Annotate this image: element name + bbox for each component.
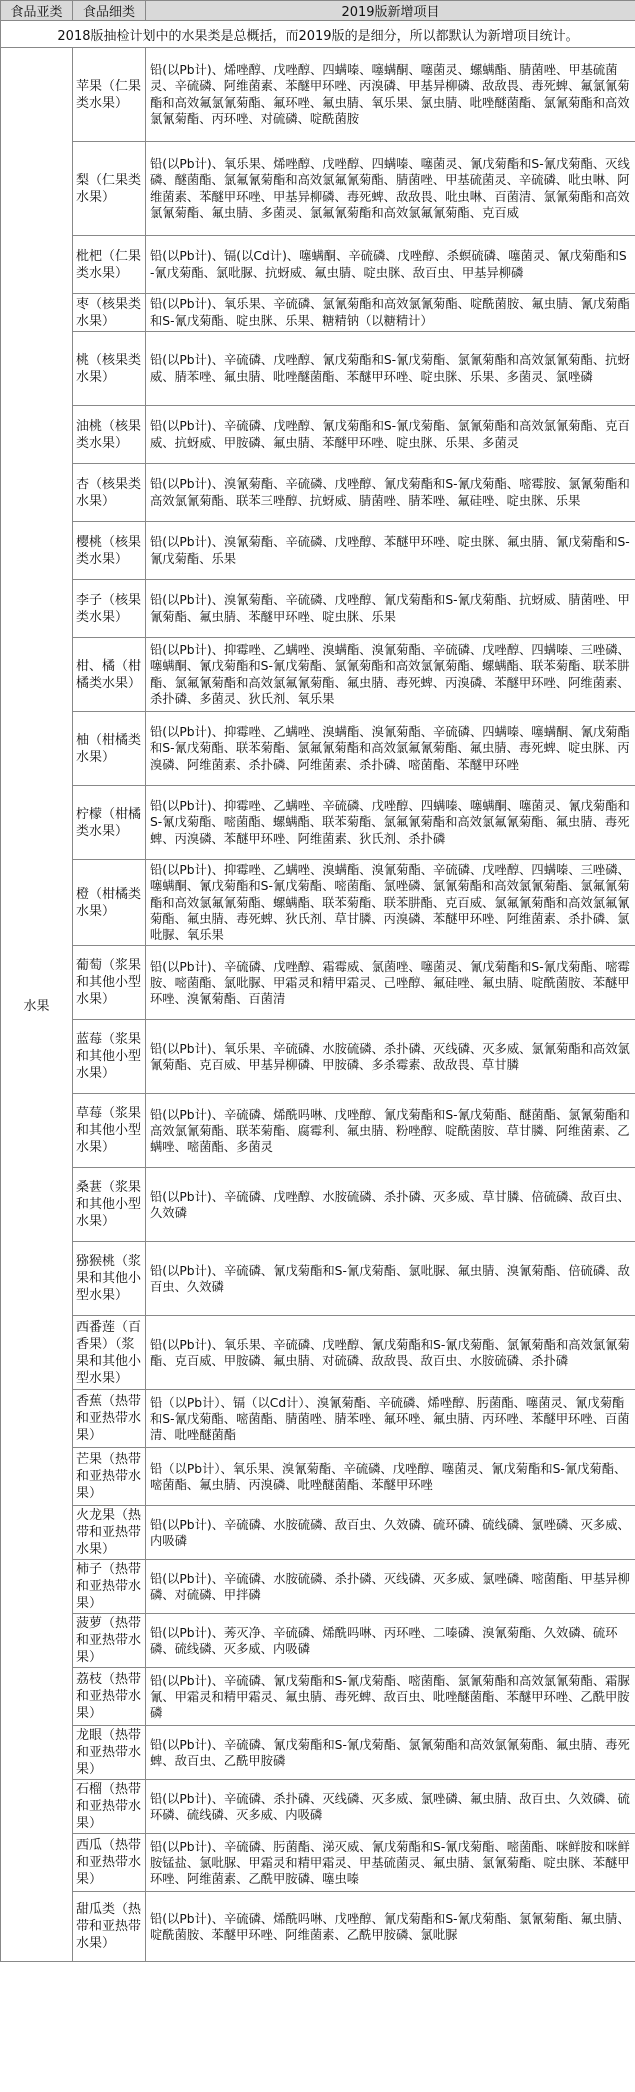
items-cell: 铅(以Pb计)、莠灭净、辛硫磷、烯酰吗啉、丙环唑、二嗪磷、溴氰菊酯、久效磷、硫环磷、硫线磷、灭多威、内吸磷 bbox=[146, 1614, 635, 1668]
subcategory-cell: 香蕉（热带和亚热带水果） bbox=[73, 1390, 146, 1448]
subcategory-cell: 草莓（浆果和其他小型水果） bbox=[73, 1094, 146, 1168]
table-note: 2018版抽检计划中的水果类是总概括，而2019版的是细分，所以都默认为新增项目统计。 bbox=[1, 21, 635, 48]
subcategory-cell: 荔枝（热带和亚热带水果） bbox=[73, 1668, 146, 1726]
subcategory-cell: 西番莲（百香果）（浆果和其他小型水果） bbox=[73, 1316, 146, 1390]
items-cell: 铅(以Pb计)、辛硫磷、氰戊菊酯和S-氰戊菊酯、嘧菌酯、氯氰菊酯和高效氯氰菊酯、霜脲氰、甲霜灵和精甲霜灵、氟虫腈、毒死蜱、敌百虫、吡唑醚菌酯、苯醚甲环唑、乙酰甲胺磷 bbox=[146, 1668, 635, 1726]
items-cell: 铅(以Pb计)、辛硫磷、戊唑醇、氰戊菊酯和S-氰戊菊酯、氯氰菊酯和高效氯氰菊酯、克百威、抗蚜威、甲胺磷、氟虫腈、苯醚甲环唑、啶虫脒、乐果、多菌灵 bbox=[146, 406, 635, 464]
items-cell: 铅(以Pb计)、辛硫磷、氰戊菊酯和S-氰戊菊酯、氯吡脲、氟虫腈、溴氰菊酯、倍硫磷、敌百虫、久效磷 bbox=[146, 1242, 635, 1316]
subcategory-cell: 龙眼（热带和亚热带水果） bbox=[73, 1726, 146, 1780]
table-row bbox=[1, 1448, 635, 1506]
table-row bbox=[1, 1020, 635, 1094]
table-row bbox=[1, 332, 635, 406]
table-row bbox=[1, 464, 635, 522]
category-cell: 水果 bbox=[1, 48, 73, 1962]
subcategory-cell: 火龙果（热带和亚热带水果） bbox=[73, 1506, 146, 1560]
header-new-items: 2019版新增项目 bbox=[146, 1, 635, 21]
table-row bbox=[1, 786, 635, 860]
items-cell: 铅(以Pb计)、溴氰菊酯、辛硫磷、戊唑醇、氰戊菊酯和S-氰戊菊酯、抗蚜威、腈菌唑、甲氰菊酯、氟虫腈、苯醚甲环唑、啶虫脒、乐果 bbox=[146, 580, 635, 638]
subcategory-cell: 油桃（核果类水果） bbox=[73, 406, 146, 464]
table-row bbox=[1, 236, 635, 294]
items-cell: 铅(以Pb计)、抑霉唑、乙螨唑、辛硫磷、戊唑醇、四螨嗪、噻螨酮、噻菌灵、氰戊菊酯和S-氰戊菊酯、嘧菌酯、螺螨酯、联苯菊酯、氯氟氰菊酯和高效氯氟氰菊酯、氟虫腈、毒死蜱、丙溴磷、苯醚甲环唑、阿维菌素、狄氏剂、杀扑磷 bbox=[146, 786, 635, 860]
items-cell: 铅(以Pb计)、辛硫磷、杀扑磷、灭线磷、灭多威、氯唑磷、氟虫腈、敌百虫、久效磷、硫环磷、硫线磷、灭多威、内吸磷 bbox=[146, 1780, 635, 1834]
items-cell: 铅(以Pb计)、辛硫磷、肟菌酯、涕灭威、氰戊菊酯和S-氰戊菊酯、嘧菌酯、咪鲜胺和咪鲜胺锰盐、氯吡脲、甲霜灵和精甲霜灵、甲基硫菌灵、氟虫腈、氯氰菊酯、啶虫脒、苯醚甲环唑、阿维菌素、乙酰甲胺磷、噻虫嗪 bbox=[146, 1834, 635, 1892]
items-cell: 铅（以Pb计）、氧乐果、溴氰菊酯、辛硫磷、戊唑醇、噻菌灵、氰戊菊酯和S-氰戊菊酯、嘧菌酯、氟虫腈、丙溴磷、吡唑醚菌酯、苯醚甲环唑 bbox=[146, 1448, 635, 1506]
subcategory-cell: 苹果（仁果类水果） bbox=[73, 48, 146, 142]
table-row bbox=[1, 1316, 635, 1390]
header-row bbox=[1, 1, 635, 21]
table-row bbox=[1, 1668, 635, 1726]
subcategory-cell: 杏（核果类水果） bbox=[73, 464, 146, 522]
header-subcategory: 食品亚类 bbox=[1, 1, 73, 21]
items-cell: 铅(以Pb计)、辛硫磷、戊唑醇、水胺硫磷、杀扑磷、灭多威、草甘膦、倍硫磷、敌百虫、久效磷 bbox=[146, 1168, 635, 1242]
items-cell: 铅(以Pb计)、氧乐果、烯唑醇、戊唑醇、四螨嗪、噻菌灵、氰戊菊酯和S-氰戊菊酯、灭线磷、醚菌酯、氯氟氰菊酯和高效氯氟氰菊酯、腈菌唑、甲基硫菌灵、辛硫磷、吡虫啉、阿维菌素、苯醚甲环唑、甲基异柳磷、毒死蜱、敌敌畏、吡虫啉、百菌清、氯氰菊酯和高效氯氰菊酯、氟虫腈、多菌灵、氯氟氰菊酯和高效氯氟氰菊酯、克百威 bbox=[146, 142, 635, 236]
subcategory-cell: 西瓜（热带和亚热带水果） bbox=[73, 1834, 146, 1892]
subcategory-cell: 甜瓜类（热带和亚热带水果） bbox=[73, 1892, 146, 1962]
table-row bbox=[1, 860, 635, 946]
table-row bbox=[1, 1560, 635, 1614]
table-row bbox=[1, 522, 635, 580]
subcategory-cell: 桃（核果类水果） bbox=[73, 332, 146, 406]
table-row bbox=[1, 712, 635, 786]
table-row bbox=[1, 1094, 635, 1168]
subcategory-cell: 柿子（热带和亚热带水果） bbox=[73, 1560, 146, 1614]
subcategory-cell: 枣（核果类水果） bbox=[73, 294, 146, 332]
items-cell: 铅(以Pb计)、镉(以Cd计)、噻螨酮、辛硫磷、戊唑醇、杀螟硫磷、噻菌灵、氰戊菊酯和S-氰戊菊酯、氯吡脲、抗蚜威、氟虫腈、啶虫脒、敌百虫、甲基异柳磷 bbox=[146, 236, 635, 294]
items-cell: 铅(以Pb计)、辛硫磷、戊唑醇、霜霉威、氯菌唑、噻菌灵、氰戊菊酯和S-氰戊菊酯、嘧霉胺、嘧菌酯、氯吡脲、甲霜灵和精甲霜灵、己唑醇、氟硅唑、氟虫腈、啶酰菌胺、苯醚甲环唑、溴氰菊酯、百菌清 bbox=[146, 946, 635, 1020]
subcategory-cell: 柚（柑橘类水果） bbox=[73, 712, 146, 786]
items-cell: 铅(以Pb计)、抑霉唑、乙螨唑、溴螨酯、溴氰菊酯、辛硫磷、戊唑醇、四螨嗪、三唑磷、噻螨酮、氰戊菊酯和S-氰戊菊酯、嘧菌酯、氯唑磷、氯氰菊酯和高效氯氰菊酯、氯氟氰菊酯和高效氯氟氰菊酯、螺螨酯、联苯菊酯、联苯肼酯、克百威、氯氟氰菊酯和高效氯氟氰菊酯、氟虫腈、毒死蜱、狄氏剂、草甘膦、丙溴磷、苯醚甲环唑、阿维菌素、杀扑磷、氯吡脲、氧乐果 bbox=[146, 860, 635, 946]
subcategory-cell: 菠萝（热带和亚热带水果） bbox=[73, 1614, 146, 1668]
table-row bbox=[1, 1834, 635, 1892]
table-row bbox=[1, 580, 635, 638]
note-row bbox=[1, 21, 635, 48]
table-row bbox=[1, 1614, 635, 1668]
items-cell: 铅(以Pb计)、辛硫磷、氰戊菊酯和S-氰戊菊酯、氯氰菊酯和高效氯氰菊酯、氟虫腈、毒死蜱、敌百虫、乙酰甲胺磷 bbox=[146, 1726, 635, 1780]
table-row bbox=[1, 1506, 635, 1560]
subcategory-cell: 芒果（热带和亚热带水果） bbox=[73, 1448, 146, 1506]
subcategory-cell: 猕猴桃（浆果和其他小型水果） bbox=[73, 1242, 146, 1316]
table-row bbox=[1, 1780, 635, 1834]
items-cell: 铅(以Pb计)、氧乐果、辛硫磷、戊唑醇、氰戊菊酯和S-氰戊菊酯、氯氰菊酯和高效氯氰菊酯、克百威、甲胺磷、氟虫腈、对硫磷、敌敌畏、敌百虫、水胺硫磷、杀扑磷 bbox=[146, 1316, 635, 1390]
subcategory-cell: 柠檬（柑橘类水果） bbox=[73, 786, 146, 860]
items-cell: 铅(以Pb计)、抑霉唑、乙螨唑、溴螨酯、溴氰菊酯、辛硫磷、戊唑醇、四螨嗪、三唑磷、噻螨酮、氰戊菊酯和S-氰戊菊酯、氯氰菊酯和高效氯氰菊酯、螺螨酯、联苯菊酯、联苯肼酯、氯氟氰菊酯和高效氯氟氰菊酯、氟虫腈、毒死蜱、丙溴磷、苯醚甲环唑、阿维菌素、杀扑磷、多菌灵、狄氏剂、氧乐果 bbox=[146, 638, 635, 712]
table-row bbox=[1, 1726, 635, 1780]
subcategory-cell: 橙（柑橘类水果） bbox=[73, 860, 146, 946]
items-cell: 铅(以Pb计)、溴氰菊酯、辛硫磷、戊唑醇、苯醚甲环唑、啶虫脒、氟虫腈、氰戊菊酯和S-氰戊菊酯、乐果 bbox=[146, 522, 635, 580]
table-row bbox=[1, 294, 635, 332]
table-row bbox=[1, 142, 635, 236]
items-cell: 铅(以Pb计)、辛硫磷、烯酰吗啉、戊唑醇、氰戊菊酯和S-氰戊菊酯、氯氰菊酯、氟虫腈、啶酰菌胺、苯醚甲环唑、阿维菌素、乙酰甲胺磷、氯吡脲 bbox=[146, 1892, 635, 1962]
table-row bbox=[1, 946, 635, 1020]
items-cell: 铅(以Pb计)、辛硫磷、水胺硫磷、杀扑磷、灭线磷、灭多威、氯唑磷、嘧菌酯、甲基异柳磷、对硫磷、甲拌磷 bbox=[146, 1560, 635, 1614]
items-cell: 铅(以Pb计)、辛硫磷、戊唑醇、氰戊菊酯和S-氰戊菊酯、氯氰菊酯和高效氯氰菊酯、抗蚜威、腈苯唑、氟虫腈、吡唑醚菌酯、苯醚甲环唑、啶虫脒、乐果、多菌灵、氯唑磷 bbox=[146, 332, 635, 406]
items-cell: 铅(以Pb计)、抑霉唑、乙螨唑、溴螨酯、溴氰菊酯、辛硫磷、四螨嗪、噻螨酮、氰戊菊酯和S-氰戊菊酯、联苯菊酯、氯氟氰菊酯和高效氯氟氰菊酯、氟虫腈、毒死蜱、啶虫脒、丙溴磷、阿维菌素、杀扑磷、阿维菌素、杀扑磷、嘧菌酯、苯醚甲环唑 bbox=[146, 712, 635, 786]
subcategory-cell: 梨（仁果类水果） bbox=[73, 142, 146, 236]
subcategory-cell: 桑葚（浆果和其他小型水果） bbox=[73, 1168, 146, 1242]
items-cell: 铅(以Pb计)、氧乐果、辛硫磷、水胺硫磷、杀扑磷、灭线磷、灭多威、氯氰菊酯和高效氯氰菊酯、克百威、甲基异柳磷、甲胺磷、多杀霉素、敌敌畏、草甘膦 bbox=[146, 1020, 635, 1094]
items-cell: 铅(以Pb计)、烯唑醇、戊唑醇、四螨嗪、噻螨酮、噻菌灵、螺螨酯、腈菌唑、甲基硫菌灵、辛硫磷、阿维菌素、苯醚甲环唑、丙溴磷、甲基异柳磷、敌敌畏、毒死蜱、氟氯氰菊酯和高效氟氯氰菊酯、氟环唑、氟虫腈、氧乐果、氯虫腈、吡唑醚菌酯、氯氰菊酯和高效氯氰菊酯、丙环唑、对硫磷、啶酰菌胺 bbox=[146, 48, 635, 142]
items-cell: 铅(以Pb计)、辛硫磷、水胺硫磷、敌百虫、久效磷、硫环磷、硫线磷、氯唑磷、灭多威、内吸磷 bbox=[146, 1506, 635, 1560]
table-row bbox=[1, 48, 635, 142]
subcategory-cell: 葡萄（浆果和其他小型水果） bbox=[73, 946, 146, 1020]
table-row bbox=[1, 638, 635, 712]
subcategory-cell: 樱桃（核果类水果） bbox=[73, 522, 146, 580]
items-cell: 铅(以Pb计)、辛硫磷、烯酰吗啉、戊唑醇、氰戊菊酯和S-氰戊菊酯、醚菌酯、氯氰菊酯和高效氯氰菊酯、联苯菊酯、腐霉利、氟虫腈、粉唑醇、啶酰菌胺、草甘膦、阿维菌素、乙螨唑、嘧菌酯、多菌灵 bbox=[146, 1094, 635, 1168]
subcategory-cell: 李子（核果类水果） bbox=[73, 580, 146, 638]
subcategory-cell: 柑、橘（柑橘类水果） bbox=[73, 638, 146, 712]
subcategory-cell: 蓝莓（浆果和其他小型水果） bbox=[73, 1020, 146, 1094]
subcategory-cell: 枇杷（仁果类水果） bbox=[73, 236, 146, 294]
table-row bbox=[1, 1390, 635, 1448]
items-cell: 铅(以Pb计)、氧乐果、辛硫磷、氯氰菊酯和高效氯氰菊酯、啶酰菌胺、氟虫腈、氰戊菊酯和S-氰戊菊酯、啶虫脒、乐果、糖精钠（以糖精计） bbox=[146, 294, 635, 332]
items-cell: 铅（以Pb计）、镉（以Cd计）、溴氰菊酯、辛硫磷、烯唑醇、肟菌酯、噻菌灵、氰戊菊酯和S-氰戊菊酯、嘧菌酯、腈菌唑、腈苯唑、氟环唑、氟虫腈、丙环唑、苯醚甲环唑、百菌清、吡唑醚菌酯 bbox=[146, 1390, 635, 1448]
header-detail-category: 食品细类 bbox=[73, 1, 146, 21]
table-row bbox=[1, 1892, 635, 1962]
items-cell: 铅(以Pb计)、溴氰菊酯、辛硫磷、戊唑醇、氰戊菊酯和S-氰戊菊酯、嘧霉胺、氯氰菊酯和高效氯氰菊酯、联苯三唑醇、抗蚜威、腈菌唑、腈苯唑、氟硅唑、啶虫脒、乐果 bbox=[146, 464, 635, 522]
table-row bbox=[1, 1168, 635, 1242]
subcategory-cell: 石榴（热带和亚热带水果） bbox=[73, 1780, 146, 1834]
table-row bbox=[1, 1242, 635, 1316]
table-row bbox=[1, 406, 635, 464]
